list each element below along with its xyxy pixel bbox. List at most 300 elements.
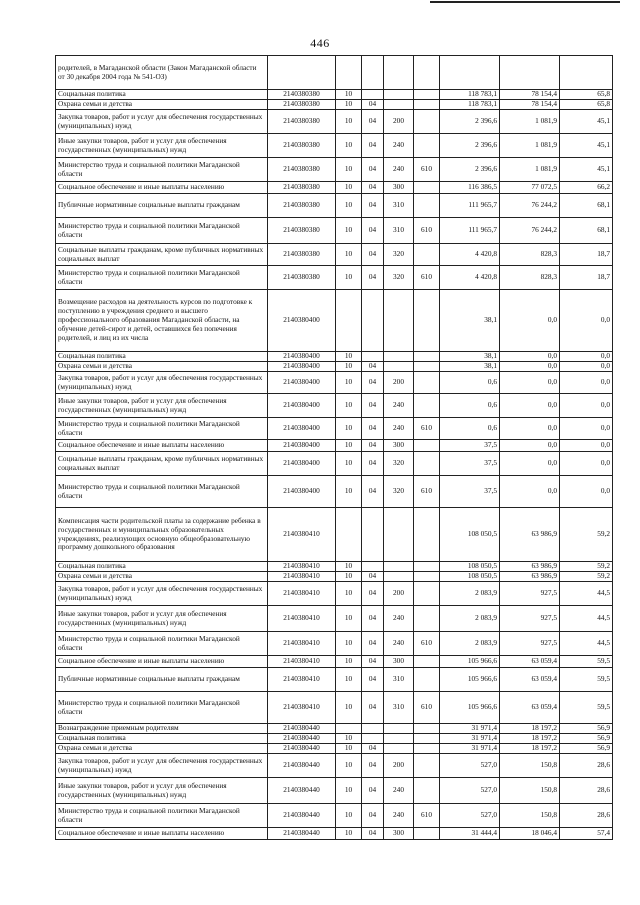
row-percent: 0,0 [560, 372, 613, 394]
row-vr [384, 724, 414, 734]
row-vr [384, 290, 414, 352]
row-plan: 108 050,5 [440, 562, 500, 572]
row-kv [414, 778, 440, 804]
row-percent: 56,9 [560, 744, 613, 754]
table-row [56, 572, 613, 582]
table-row [56, 100, 613, 110]
row-name: Социальные выплаты гражданам, кроме публичных нормативных социальных выплат [56, 452, 268, 476]
row-kv [414, 290, 440, 352]
row-csr: 2140380410 [268, 668, 336, 692]
row-plan: 2 083,9 [440, 606, 500, 632]
table-row [56, 418, 613, 440]
row-plan: 37,5 [440, 476, 500, 508]
row-kv [414, 440, 440, 452]
row-vr [384, 90, 414, 100]
row-kv [414, 508, 440, 562]
row-fact: 78 154,4 [500, 100, 560, 110]
row-fact: 77 072,5 [500, 182, 560, 194]
row-name: Закупка товаров, работ и услуг для обеспечения государственных (муниципальных) нужд [56, 110, 268, 134]
row-rz: 10 [336, 734, 362, 744]
row-vr [384, 56, 414, 90]
row-vr [384, 572, 414, 582]
row-vr: 310 [384, 668, 414, 692]
row-rz [336, 724, 362, 734]
row-name: Публичные нормативные социальные выплаты гражданам [56, 668, 268, 692]
row-kv: 610 [414, 218, 440, 244]
row-rz: 10 [336, 452, 362, 476]
row-vr: 240 [384, 158, 414, 182]
row-percent: 57,4 [560, 828, 613, 840]
row-plan: 2 396,6 [440, 158, 500, 182]
row-percent: 59,5 [560, 692, 613, 724]
row-fact: 150,8 [500, 754, 560, 778]
row-vr [384, 734, 414, 744]
row-vr: 200 [384, 372, 414, 394]
row-kv [414, 56, 440, 90]
table-row [56, 352, 613, 362]
row-plan: 37,5 [440, 452, 500, 476]
row-pr: 04 [362, 692, 384, 724]
row-kv [414, 656, 440, 668]
row-vr [384, 100, 414, 110]
row-plan: 0,6 [440, 372, 500, 394]
row-csr: 2140380400 [268, 394, 336, 418]
row-name: Социальное обеспечение и иные выплаты населению [56, 182, 268, 194]
row-pr: 04 [362, 244, 384, 266]
table-row [56, 394, 613, 418]
row-rz: 10 [336, 158, 362, 182]
table-row [56, 266, 613, 290]
table-row [56, 744, 613, 754]
row-plan: 4 420,8 [440, 244, 500, 266]
row-fact: 63 986,9 [500, 508, 560, 562]
row-plan: 105 966,6 [440, 668, 500, 692]
row-percent: 44,5 [560, 582, 613, 606]
row-pr: 04 [362, 828, 384, 840]
row-plan: 37,5 [440, 440, 500, 452]
table-row [56, 778, 613, 804]
row-percent: 59,2 [560, 562, 613, 572]
row-fact: 0,0 [500, 352, 560, 362]
row-fact: 63 059,4 [500, 692, 560, 724]
row-csr: 2140380440 [268, 804, 336, 828]
row-kv [414, 754, 440, 778]
row-pr [362, 562, 384, 572]
row-fact: 76 244,2 [500, 194, 560, 218]
row-name: Иные закупки товаров, работ и услуг для обеспечения государственных (муниципальных) нужд [56, 394, 268, 418]
row-plan: 527,0 [440, 804, 500, 828]
row-csr: 2140380380 [268, 266, 336, 290]
row-csr: 2140380410 [268, 606, 336, 632]
row-pr: 04 [362, 744, 384, 754]
row-csr: 2140380380 [268, 110, 336, 134]
row-name: Иные закупки товаров, работ и услуг для обеспечения государственных (муниципальных) нужд [56, 134, 268, 158]
row-name: Социальные выплаты гражданам, кроме публичных нормативных социальных выплат [56, 244, 268, 266]
row-rz: 10 [336, 362, 362, 372]
row-plan: 105 966,6 [440, 692, 500, 724]
row-fact: 0,0 [500, 394, 560, 418]
row-pr [362, 56, 384, 90]
row-csr: 2140380410 [268, 562, 336, 572]
row-plan: 4 420,8 [440, 266, 500, 290]
row-plan: 118 783,1 [440, 90, 500, 100]
row-fact: 0,0 [500, 372, 560, 394]
row-plan: 527,0 [440, 778, 500, 804]
row-pr: 04 [362, 632, 384, 656]
row-rz [336, 290, 362, 352]
row-vr: 200 [384, 110, 414, 134]
row-rz: 10 [336, 656, 362, 668]
row-percent: 18,7 [560, 266, 613, 290]
table-row [56, 562, 613, 572]
row-percent: 28,6 [560, 754, 613, 778]
row-kv [414, 244, 440, 266]
row-fact: 927,5 [500, 606, 560, 632]
row-csr: 2140380440 [268, 828, 336, 840]
row-pr [362, 734, 384, 744]
row-rz: 10 [336, 418, 362, 440]
row-pr: 04 [362, 372, 384, 394]
row-percent: 44,5 [560, 632, 613, 656]
row-fact: 828,3 [500, 266, 560, 290]
row-percent: 18,7 [560, 244, 613, 266]
row-vr: 300 [384, 656, 414, 668]
row-rz: 10 [336, 778, 362, 804]
row-kv [414, 606, 440, 632]
row-vr: 320 [384, 476, 414, 508]
row-kv [414, 562, 440, 572]
row-fact: 1 081,9 [500, 110, 560, 134]
row-plan: 2 083,9 [440, 632, 500, 656]
table-row [56, 724, 613, 734]
row-rz: 10 [336, 90, 362, 100]
row-pr: 04 [362, 194, 384, 218]
row-csr: 2140380440 [268, 724, 336, 734]
row-name: Министерство труда и социальной политики Магаданской области [56, 158, 268, 182]
row-rz: 10 [336, 244, 362, 266]
top-edge-line [430, 1, 620, 3]
table-row [56, 134, 613, 158]
row-vr: 200 [384, 754, 414, 778]
row-fact: 150,8 [500, 778, 560, 804]
row-percent: 28,6 [560, 804, 613, 828]
row-percent: 0,0 [560, 362, 613, 372]
row-rz: 10 [336, 668, 362, 692]
row-rz: 10 [336, 744, 362, 754]
row-kv: 610 [414, 692, 440, 724]
row-fact: 18 197,2 [500, 744, 560, 754]
row-kv: 610 [414, 158, 440, 182]
table-row [56, 290, 613, 352]
row-csr: 2140380400 [268, 440, 336, 452]
row-pr [362, 508, 384, 562]
row-percent: 0,0 [560, 440, 613, 452]
row-plan: 2 396,6 [440, 134, 500, 158]
row-vr: 240 [384, 394, 414, 418]
row-fact: 78 154,4 [500, 90, 560, 100]
row-name: Социальная политика [56, 562, 268, 572]
row-rz: 10 [336, 100, 362, 110]
row-percent: 28,6 [560, 778, 613, 804]
row-percent: 0,0 [560, 352, 613, 362]
table-row [56, 508, 613, 562]
row-name: Министерство труда и социальной политики Магаданской области [56, 218, 268, 244]
row-pr: 04 [362, 668, 384, 692]
row-pr: 04 [362, 266, 384, 290]
row-percent: 66,2 [560, 182, 613, 194]
row-csr [268, 56, 336, 90]
row-rz: 10 [336, 606, 362, 632]
row-name: Министерство труда и социальной политики Магаданской области [56, 692, 268, 724]
row-fact: 0,0 [500, 290, 560, 352]
row-kv [414, 828, 440, 840]
row-pr: 04 [362, 778, 384, 804]
row-fact: 927,5 [500, 582, 560, 606]
row-percent: 59,5 [560, 668, 613, 692]
row-name: Министерство труда и социальной политики Магаданской области [56, 476, 268, 508]
row-rz: 10 [336, 582, 362, 606]
row-vr [384, 562, 414, 572]
row-csr: 2140380380 [268, 218, 336, 244]
row-csr: 2140380380 [268, 90, 336, 100]
page-number: 446 [310, 36, 330, 50]
row-name: Иные закупки товаров, работ и услуг для обеспечения государственных (муниципальных) нужд [56, 606, 268, 632]
row-pr: 04 [362, 656, 384, 668]
row-percent: 68,1 [560, 218, 613, 244]
row-pr [362, 352, 384, 362]
row-percent: 68,1 [560, 194, 613, 218]
row-pr: 04 [362, 754, 384, 778]
row-vr: 310 [384, 218, 414, 244]
row-pr: 04 [362, 362, 384, 372]
table-row [56, 110, 613, 134]
row-csr: 2140380400 [268, 362, 336, 372]
row-csr: 2140380410 [268, 572, 336, 582]
row-plan: 38,1 [440, 352, 500, 362]
row-percent: 59,2 [560, 572, 613, 582]
row-rz: 10 [336, 828, 362, 840]
row-vr: 310 [384, 692, 414, 724]
row-pr: 04 [362, 134, 384, 158]
table-row [56, 754, 613, 778]
row-kv [414, 100, 440, 110]
row-pr: 04 [362, 452, 384, 476]
table-row [56, 804, 613, 828]
row-pr: 04 [362, 582, 384, 606]
row-name: Социальное обеспечение и иные выплаты населению [56, 828, 268, 840]
row-vr [384, 362, 414, 372]
row-percent: 56,9 [560, 734, 613, 744]
row-kv [414, 90, 440, 100]
row-plan: 31 444,4 [440, 828, 500, 840]
row-rz: 10 [336, 440, 362, 452]
row-vr: 320 [384, 244, 414, 266]
row-kv [414, 668, 440, 692]
row-percent: 59,5 [560, 656, 613, 668]
row-rz [336, 56, 362, 90]
row-fact: 76 244,2 [500, 218, 560, 244]
row-name: Социальная политика [56, 90, 268, 100]
row-csr: 2140380440 [268, 778, 336, 804]
row-vr: 240 [384, 778, 414, 804]
row-pr: 04 [362, 394, 384, 418]
table-row [56, 56, 613, 90]
row-vr: 200 [384, 582, 414, 606]
table-row [56, 182, 613, 194]
table-row [56, 244, 613, 266]
row-pr: 04 [362, 182, 384, 194]
row-name: Возмещение расходов на деятельность курсов по подготовке к поступлению в учреждения среднего и высшего профессионального образования Магаданской области, на обучение детей-сирот и детей, оставшихся без попечения родителей, и лиц из их числа [56, 290, 268, 352]
row-vr: 240 [384, 632, 414, 656]
row-pr [362, 90, 384, 100]
row-pr: 04 [362, 572, 384, 582]
row-percent: 59,2 [560, 508, 613, 562]
table-row [56, 734, 613, 744]
row-csr: 2140380410 [268, 582, 336, 606]
row-vr: 320 [384, 266, 414, 290]
row-vr: 300 [384, 828, 414, 840]
row-csr: 2140380440 [268, 734, 336, 744]
row-kv [414, 372, 440, 394]
row-rz: 10 [336, 562, 362, 572]
row-plan: 2 083,9 [440, 582, 500, 606]
row-csr: 2140380410 [268, 632, 336, 656]
row-fact: 1 081,9 [500, 134, 560, 158]
table-row [56, 632, 613, 656]
row-name: Министерство труда и социальной политики Магаданской области [56, 418, 268, 440]
row-vr: 310 [384, 194, 414, 218]
row-plan: 31 971,4 [440, 724, 500, 734]
row-kv [414, 582, 440, 606]
row-name: Социальная политика [56, 352, 268, 362]
row-name: Социальная политика [56, 734, 268, 744]
row-plan: 38,1 [440, 290, 500, 352]
row-pr: 04 [362, 476, 384, 508]
row-vr: 240 [384, 418, 414, 440]
table-row [56, 90, 613, 100]
row-name: Министерство труда и социальной политики Магаданской области [56, 266, 268, 290]
row-name: Охрана семьи и детства [56, 572, 268, 582]
row-fact: 63 986,9 [500, 562, 560, 572]
row-csr: 2140380400 [268, 476, 336, 508]
row-plan: 111 965,7 [440, 218, 500, 244]
table-row [56, 372, 613, 394]
row-rz: 10 [336, 194, 362, 218]
row-rz: 10 [336, 754, 362, 778]
row-csr: 2140380400 [268, 418, 336, 440]
row-fact: 0,0 [500, 440, 560, 452]
row-plan: 116 386,5 [440, 182, 500, 194]
row-kv [414, 572, 440, 582]
table-row [56, 656, 613, 668]
table-row [56, 606, 613, 632]
row-kv [414, 362, 440, 372]
table-row [56, 440, 613, 452]
row-percent: 0,0 [560, 290, 613, 352]
row-kv [414, 734, 440, 744]
row-pr: 04 [362, 418, 384, 440]
row-csr: 2140380380 [268, 158, 336, 182]
row-name: Закупка товаров, работ и услуг для обеспечения государственных (муниципальных) нужд [56, 372, 268, 394]
row-pr: 04 [362, 158, 384, 182]
table-row [56, 828, 613, 840]
row-name: Компенсация части родительской платы за содержание ребенка в государственных и муниципальных образовательных учреждениях, реализующих основную общеобразовательную программу дошкольного образования [56, 508, 268, 562]
row-fact: 0,0 [500, 362, 560, 372]
row-name: Закупка товаров, работ и услуг для обеспечения государственных (муниципальных) нужд [56, 754, 268, 778]
row-plan: 2 396,6 [440, 110, 500, 134]
row-plan: 31 971,4 [440, 744, 500, 754]
row-csr: 2140380440 [268, 744, 336, 754]
row-pr: 04 [362, 110, 384, 134]
row-pr: 04 [362, 100, 384, 110]
row-vr: 300 [384, 182, 414, 194]
row-vr [384, 744, 414, 754]
row-vr: 240 [384, 804, 414, 828]
row-csr: 2140380400 [268, 372, 336, 394]
row-rz: 10 [336, 476, 362, 508]
row-kv: 610 [414, 476, 440, 508]
row-percent: 0,0 [560, 394, 613, 418]
row-rz: 10 [336, 110, 362, 134]
row-fact: 828,3 [500, 244, 560, 266]
row-kv [414, 182, 440, 194]
row-fact [500, 56, 560, 90]
row-csr: 2140380380 [268, 194, 336, 218]
row-kv: 610 [414, 804, 440, 828]
row-rz: 10 [336, 352, 362, 362]
row-rz: 10 [336, 134, 362, 158]
row-kv [414, 110, 440, 134]
row-plan: 105 966,6 [440, 656, 500, 668]
row-percent: 56,9 [560, 724, 613, 734]
row-name: Социальное обеспечение и иные выплаты населению [56, 440, 268, 452]
row-rz: 10 [336, 372, 362, 394]
row-csr: 2140380410 [268, 656, 336, 668]
table-row [56, 582, 613, 606]
row-percent: 0,0 [560, 418, 613, 440]
row-name: Публичные нормативные социальные выплаты гражданам [56, 194, 268, 218]
row-kv [414, 352, 440, 362]
row-rz: 10 [336, 632, 362, 656]
table-row [56, 218, 613, 244]
row-rz: 10 [336, 182, 362, 194]
row-kv [414, 394, 440, 418]
row-rz: 10 [336, 572, 362, 582]
row-vr: 300 [384, 440, 414, 452]
row-plan: 38,1 [440, 362, 500, 372]
row-vr [384, 508, 414, 562]
row-fact: 0,0 [500, 476, 560, 508]
row-csr: 2140380400 [268, 352, 336, 362]
row-plan: 527,0 [440, 754, 500, 778]
row-plan: 118 783,1 [440, 100, 500, 110]
row-fact: 63 059,4 [500, 656, 560, 668]
row-percent: 65,8 [560, 100, 613, 110]
row-kv: 610 [414, 266, 440, 290]
row-rz: 10 [336, 266, 362, 290]
row-pr: 04 [362, 218, 384, 244]
row-name: Иные закупки товаров, работ и услуг для обеспечения государственных (муниципальных) нужд [56, 778, 268, 804]
row-csr: 2140380440 [268, 754, 336, 778]
table-row [56, 158, 613, 182]
row-percent: 45,1 [560, 110, 613, 134]
row-fact: 18 197,2 [500, 734, 560, 744]
row-name: Охрана семьи и детства [56, 100, 268, 110]
row-plan: 111 965,7 [440, 194, 500, 218]
table-row [56, 194, 613, 218]
row-vr [384, 352, 414, 362]
row-kv [414, 724, 440, 734]
